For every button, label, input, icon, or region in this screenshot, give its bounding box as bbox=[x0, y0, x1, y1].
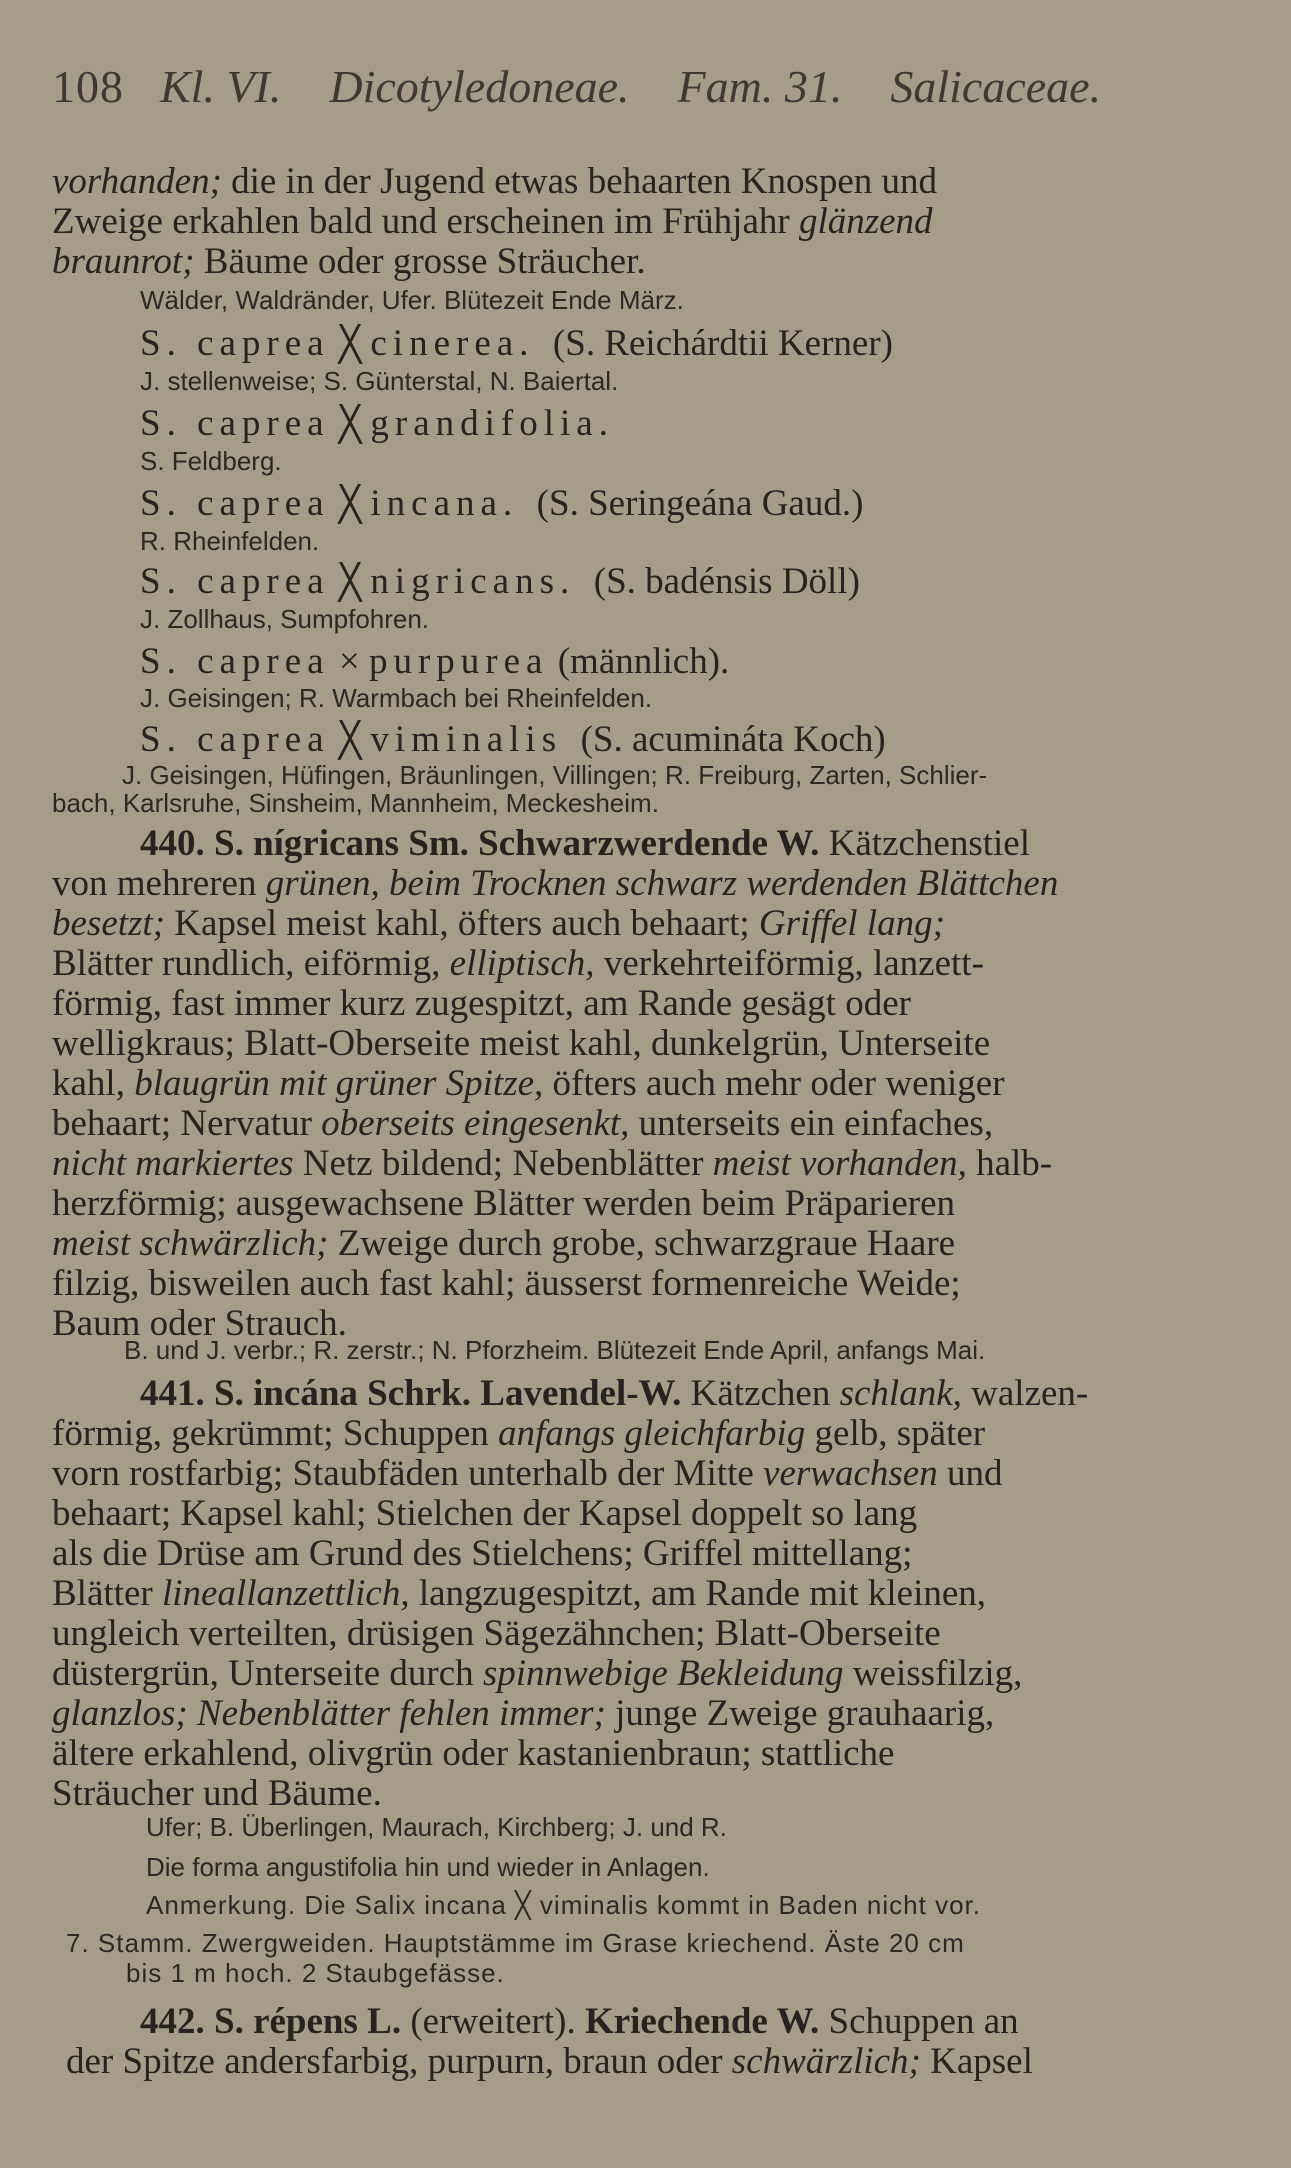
hybrid-entry: S. caprea ╳ viminalis (S. acumináta Koch) bbox=[140, 720, 886, 760]
species-440-habitat: B. und J. verbr.; R. zerstr.; N. Pforzheim. Blütezeit Ende April, anfangs Mai. bbox=[124, 1335, 986, 1365]
page-number: 108 bbox=[52, 61, 124, 112]
hybrid-location: J. Geisingen; R. Warmbach bei Rheinfelden. bbox=[140, 683, 653, 713]
species-442-heading: 442. S. répens L. bbox=[140, 2002, 402, 2042]
species-440-line-12: filzig, bisweilen auch fast kahl; äusserst formenreiche Weide; bbox=[52, 1264, 961, 1304]
intro-habitat: Wälder, Waldränder, Ufer. Blütezeit Ende März. bbox=[140, 285, 684, 315]
intro-line-2: Zweige erkahlen bald und erscheinen im Frühjahr glänzend bbox=[52, 202, 933, 242]
page-header bbox=[52, 60, 1252, 113]
header-division: Dicotyledoneae. bbox=[329, 61, 630, 112]
hybrid-entry: S. caprea ╳ cinerea. (S. Reichárdtii Kerner) bbox=[140, 324, 893, 364]
species-440-line-1: 440. S. nígricans Sm. Schwarzwerdende W. Kätzchenstiel bbox=[140, 824, 1031, 864]
hybrid-location: R. Rheinfelden. bbox=[140, 526, 320, 556]
species-441-line-9: glanzlos; Nebenblätter fehlen immer; junge Zweige grauhaarig, bbox=[52, 1694, 995, 1734]
hybrid-location-continued: bach, Karlsruhe, Sinsheim, Mannheim, Meckesheim. bbox=[52, 788, 659, 818]
species-442-line-1: 442. S. répens L. (erweitert). Kriechende W. Schuppen an bbox=[140, 2002, 1019, 2042]
species-441-line-11: Sträucher und Bäume. bbox=[52, 1774, 382, 1814]
species-440-line-13: Baum oder Strauch. bbox=[52, 1304, 347, 1344]
species-441-line-1: 441. S. incána Schrk. Lavendel-W. Kätzchen schlank, walzen- bbox=[140, 1374, 1089, 1414]
intro-line-1: vorhanden; die in der Jugend etwas behaarten Knospen und bbox=[52, 162, 938, 202]
species-441-line-7: ungleich verteilten, drüsigen Sägezähnchen; Blatt-Oberseite bbox=[52, 1614, 941, 1654]
hybrid-location: J. Zollhaus, Sumpfohren. bbox=[140, 604, 430, 634]
hybrid-entry: S. caprea ╳ nigricans. (S. badénsis Döll) bbox=[140, 562, 860, 602]
species-441-habitat: Ufer; B. Überlingen, Maurach, Kirchberg; J. und R. bbox=[146, 1812, 727, 1842]
species-440-line-4: Blätter rundlich, eiförmig, elliptisch, verkehrteiförmig, lanzett- bbox=[52, 944, 984, 984]
species-440-line-10: herzförmig; ausgewachsene Blätter werden beim Präparieren bbox=[52, 1184, 956, 1224]
header-class: Kl. VI. bbox=[160, 61, 282, 112]
species-441-line-6: Blätter lineallanzettlich, langzugespitzt, am Rande mit kleinen, bbox=[52, 1574, 987, 1614]
header-family-name: Salicaceae. bbox=[890, 61, 1102, 112]
stamm-description: bis 1 m hoch. 2 Staubgefässe. bbox=[126, 1958, 505, 1988]
species-440-line-3: besetzt; Kapsel meist kahl, öfters auch behaart; Griffel lang; bbox=[52, 904, 945, 944]
species-441-line-2: förmig, gekrümmt; Schuppen anfangs gleichfarbig gelb, später bbox=[52, 1414, 986, 1454]
hybrid-entry: S. caprea × purpurea (männlich). bbox=[140, 642, 730, 682]
hybrid-entry: S. caprea ╳ incana. (S. Seringeána Gaud.) bbox=[140, 484, 864, 524]
species-440-line-2: von mehreren grünen, beim Trocknen schwarz werdenden Blättchen bbox=[52, 864, 1059, 904]
species-440-line-9: nicht markiertes Netz bildend; Nebenblätter meist vorhanden, halb- bbox=[52, 1144, 1053, 1184]
species-441-note: Anmerkung. Die Salix incana ╳ viminalis kommt in Baden nicht vor. bbox=[146, 1890, 981, 1920]
species-440-line-7: kahl, blaugrün mit grüner Spitze, öfters auch mehr oder weniger bbox=[52, 1064, 1005, 1104]
species-441-line-3: vorn rostfarbig; Staubfäden unterhalb der Mitte verwachsen und bbox=[52, 1454, 1003, 1494]
hybrid-location: J. stellenweise; S. Günterstal, N. Baiertal. bbox=[140, 366, 619, 396]
species-440-line-5: förmig, fast immer kurz zugespitzt, am Rande gesägt oder bbox=[52, 984, 911, 1024]
header-family: Fam. 31. bbox=[677, 61, 843, 112]
stamm-heading: 7. Stamm. Zwergweiden. Hauptstämme im Grase kriechend. Äste 20 cm bbox=[66, 1928, 965, 1958]
species-441-line-4: behaart; Kapsel kahl; Stielchen der Kapsel doppelt so lang bbox=[52, 1494, 918, 1534]
species-440-line-6: welligkraus; Blatt-Oberseite meist kahl, dunkelgrün, Unterseite bbox=[52, 1024, 991, 1064]
hybrid-entry: S. caprea ╳ grandifolia. bbox=[140, 404, 614, 444]
species-441-heading: 441. S. incána Schrk. Lavendel-W. bbox=[140, 1374, 682, 1414]
species-440-line-11: meist schwärzlich; Zweige durch grobe, schwarzgraue Haare bbox=[52, 1224, 956, 1264]
intro-line-3: braunrot; Bäume oder grosse Sträucher. bbox=[52, 242, 646, 282]
species-441-line-8: düstergrün, Unterseite durch spinnwebige Bekleidung weissfilzig, bbox=[52, 1654, 1023, 1694]
species-442-line-2: der Spitze andersfarbig, purpurn, braun oder schwärzlich; Kapsel bbox=[66, 2042, 1033, 2082]
species-441-line-10: ältere erkahlend, olivgrün oder kastanienbraun; stattliche bbox=[52, 1734, 895, 1774]
species-440-heading: 440. S. nígricans Sm. Schwarzwerdende W. bbox=[140, 824, 820, 864]
hybrid-location: J. Geisingen, Hüfingen, Bräunlingen, Villingen; R. Freiburg, Zarten, Schlier- bbox=[122, 760, 988, 790]
species-441-line-5: als die Drüse am Grund des Stielchens; Griffel mittellang; bbox=[52, 1534, 913, 1574]
species-440-line-8: behaart; Nervatur oberseits eingesenkt, unterseits ein einfaches, bbox=[52, 1104, 994, 1144]
species-441-forma: Die forma angustifolia hin und wieder in Anlagen. bbox=[146, 1852, 710, 1882]
hybrid-location: S. Feldberg. bbox=[140, 446, 282, 476]
